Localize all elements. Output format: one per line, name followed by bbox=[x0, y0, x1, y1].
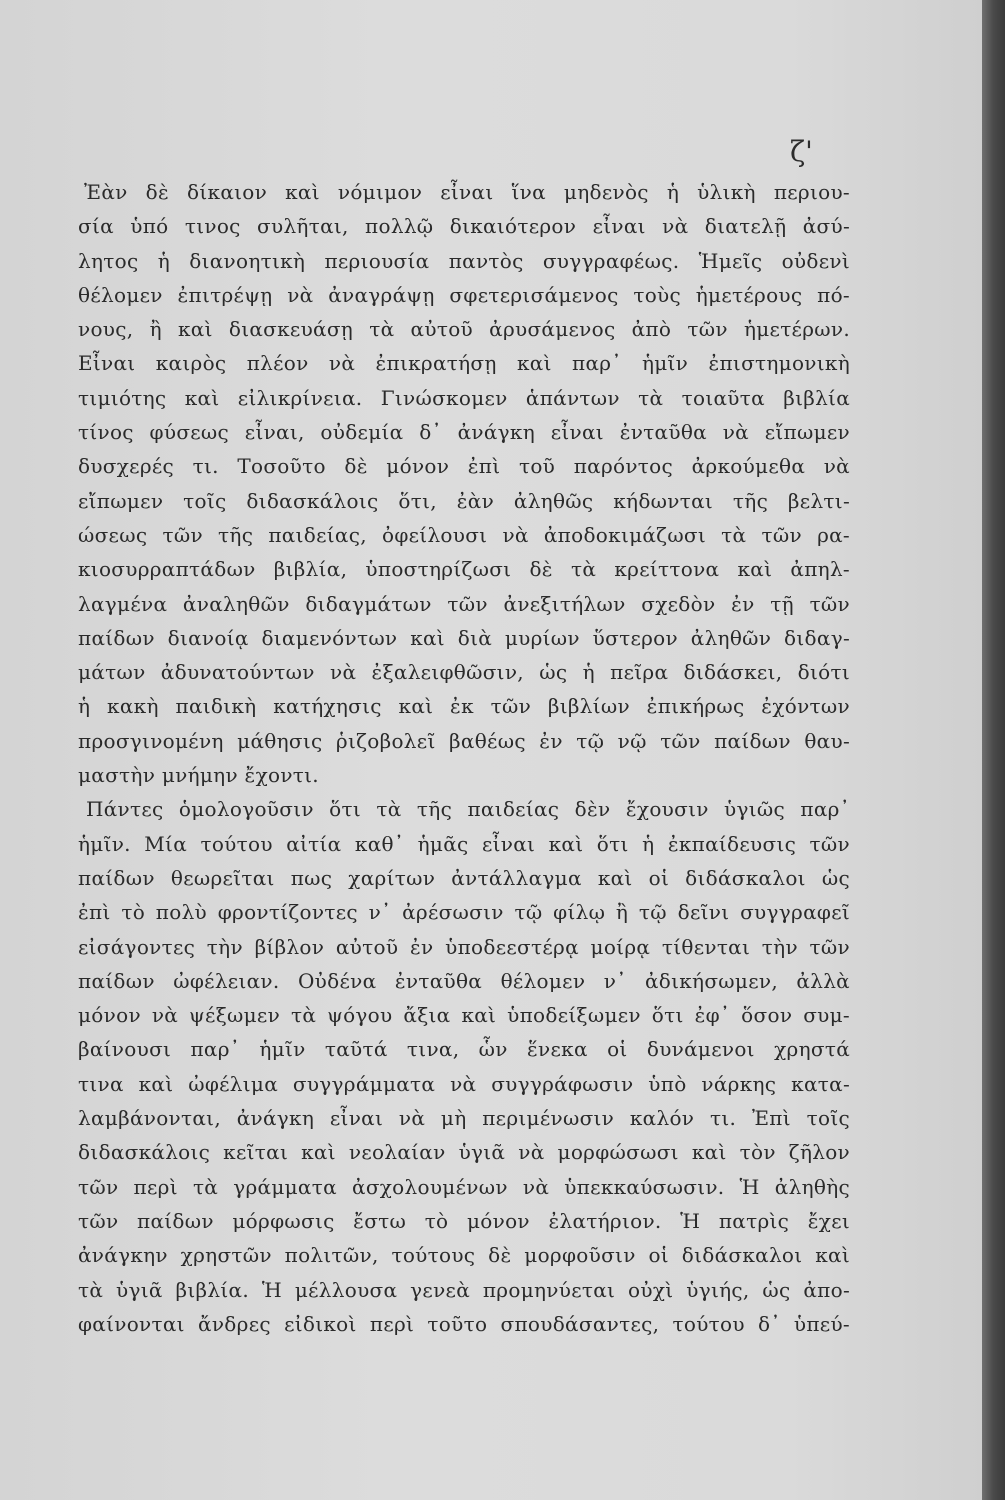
text-line: ώσεως τῶν τῆς παιδείας, ὀφείλουσι νὰ ἀποδοκιμάζωσι τὰ τῶν ρα- bbox=[78, 522, 850, 547]
text-line: λαγμένα ἀναληθῶν διδαγμάτων τῶν ἀνεξιτήλων σχεδὸν ἐν τῇ τῶν bbox=[78, 591, 850, 616]
text-line: τιμιότης καὶ εἰλικρίνεια. Γινώσκομεν ἁπάντων τὰ τοιαῦτα βιβλία bbox=[78, 385, 850, 410]
text-line: δυσχερές τι. Τοσοῦτο δὲ μόνον ἐπὶ τοῦ παρόντος ἀρκούμεθα νὰ bbox=[78, 454, 850, 479]
text-line: ἀνάγκην χρηστῶν πολιτῶν, τούτους δὲ μορφοῦσιν οἱ διδάσκαλοι καὶ bbox=[78, 1243, 850, 1268]
book-spine-shadow bbox=[982, 0, 1005, 1500]
text-line: λαμβάνονται, ἀνάγκη εἶναι νὰ μὴ περιμένωσιν καλόν τι. Ἐπὶ τοῖς bbox=[78, 1106, 850, 1131]
page-number: ζ' bbox=[790, 135, 813, 168]
text-line: διδασκάλοις κεῖται καὶ νεολαίαν ὑγιᾶ νὰ μορφώσωσι καὶ τὸν ζῆλον bbox=[78, 1140, 850, 1165]
text-line: παίδων διανοίᾳ διαμενόντων καὶ διὰ μυρίων ὕστερον ἀληθῶν διδαγ- bbox=[78, 625, 850, 650]
text-line: κιοσυρραπτάδων βιβλία, ὑποστηρίζωσι δὲ τὰ κρείττονα καὶ ἀπηλ- bbox=[78, 557, 850, 582]
text-line: νους, ἢ καὶ διασκευάσῃ τὰ αὐτοῦ ἀρυσάμενος ἀπὸ τῶν ἡμετέρων. bbox=[78, 317, 850, 342]
paragraph-1 bbox=[78, 175, 850, 792]
text-line: τίνος φύσεως εἶναι, οὐδεμία δ᾽ ἀνάγκη εἶναι ἐνταῦθα νὰ εἴπωμεν bbox=[78, 420, 850, 445]
text-line: τὰ ὑγιᾶ βιβλία. Ἡ μέλλουσα γενεὰ προμηνύεται οὐχὶ ὑγιής, ὡς ἀπο- bbox=[78, 1277, 850, 1302]
text-line: εἰσάγοντες τὴν βίβλον αὐτοῦ ἐν ὑποδεεστέρᾳ μοίρᾳ τίθενται τὴν τῶν bbox=[78, 934, 850, 959]
text-line: μάτων ἀδυνατούντων νὰ ἐξαλειφθῶσιν, ὡς ἡ πεῖρα διδάσκει, διότι bbox=[78, 660, 850, 685]
text-line: λητος ἡ διανοητικὴ περιουσία παντὸς συγγραφέως. Ἡμεῖς οὐδενὶ bbox=[78, 248, 850, 273]
body-text bbox=[78, 175, 850, 1341]
text-line: μόνον νὰ ψέξωμεν τὰ ψόγου ἄξια καὶ ὑποδείξωμεν ὅτι ἐφ᾽ ὅσον συμ- bbox=[78, 1003, 850, 1028]
text-line: Εἶναι καιρὸς πλέον νὰ ἐπικρατήσῃ καὶ παρ᾽ ἡμῖν ἐπιστημονικὴ bbox=[78, 351, 850, 376]
text-line: παίδων θεωρεῖται πως χαρίτων ἀντάλλαγμα καὶ οἱ διδάσκαλοι ὡς bbox=[78, 865, 850, 890]
text-line: θέλομεν ἐπιτρέψῃ νὰ ἀναγράψῃ σφετερισάμενος τοὺς ἡμετέρους πό- bbox=[78, 282, 850, 307]
text-line: σία ὑπό τινος συλῆται, πολλῷ δικαιότερον εἶναι νὰ διατελῇ ἀσύ- bbox=[78, 214, 850, 239]
text-line: εἴπωμεν τοῖς διδασκάλοις ὅτι, ἐὰν ἀληθῶς κήδωνται τῆς βελτι- bbox=[78, 488, 850, 513]
text-line: φαίνονται ἄνδρες εἰδικοὶ περὶ τοῦτο σπουδάσαντες, τούτου δ᾽ ὑπεύ- bbox=[78, 1311, 850, 1336]
text-line: ἡμῖν. Μία τούτου αἰτία καθ᾽ ἡμᾶς εἶναι καὶ ὅτι ἡ ἐκπαίδευσις τῶν bbox=[78, 831, 850, 856]
text-line: τινα καὶ ὠφέλιμα συγγράμματα νὰ συγγράφωσιν ὑπὸ νάρκης κατα- bbox=[78, 1071, 850, 1096]
text-line: βαίνουσι παρ᾽ ἡμῖν ταῦτά τινα, ὧν ἕνεκα οἱ δυνάμενοι χρηστά bbox=[78, 1037, 850, 1062]
text-line: ἡ κακὴ παιδικὴ κατήχησις καὶ ἐκ τῶν βιβλίων ἐπικήρως ἐχόντων bbox=[78, 694, 850, 719]
text-line: προσγινομένη μάθησις ῥιζοβολεῖ βαθέως ἐν τῷ νῷ τῶν παίδων θαυ- bbox=[78, 728, 850, 753]
paragraph-2 bbox=[78, 792, 850, 1341]
text-line: τῶν παίδων μόρφωσις ἔστω τὸ μόνον ἐλατήριον. Ἡ πατρὶς ἔχει bbox=[78, 1208, 850, 1233]
text-line: Ἐὰν δὲ δίκαιον καὶ νόμιμον εἶναι ἵνα μηδενὸς ἡ ὑλικὴ περιου- bbox=[84, 180, 850, 204]
text-line: παίδων ὠφέλειαν. Οὐδένα ἐνταῦθα θέλομεν ν᾽ ἀδικήσωμεν, ἀλλὰ bbox=[78, 968, 850, 993]
text-line: ἐπὶ τὸ πολὺ φροντίζοντες ν᾽ ἀρέσωσιν τῷ φίλῳ ἢ τῷ δεῖνι συγγραφεῖ bbox=[78, 900, 850, 925]
text-line: μαστὴν μνήμην ἔχοντι. bbox=[78, 763, 319, 788]
text-line: Πάντες ὁμολογοῦσιν ὅτι τὰ τῆς παιδείας δὲν ἔχουσιν ὑγιῶς παρ᾽ bbox=[86, 797, 850, 822]
text-line: τῶν περὶ τὰ γράμματα ἀσχολουμένων νὰ ὑπεκκαύσωσιν. Ἡ ἀληθὴς bbox=[78, 1174, 850, 1199]
